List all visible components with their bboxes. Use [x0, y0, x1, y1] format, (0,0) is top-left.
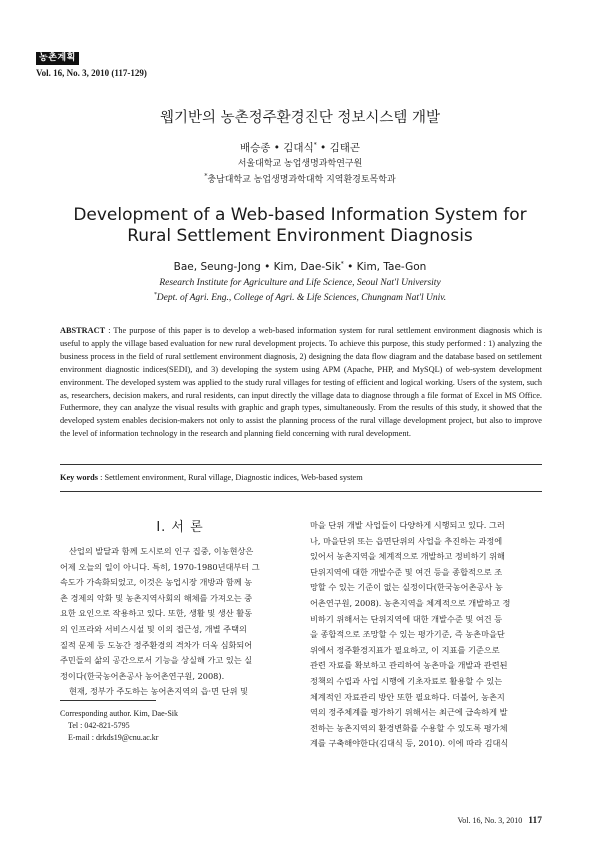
body-text-line: 어촌연구원, 2008). 농촌지역을 체계적으로 개발하고 정	[310, 597, 511, 608]
author-name: 배승종	[239, 142, 271, 154]
author-name: 김대식	[283, 142, 314, 154]
english-title-line: Rural Settlement Environment Diagnosis	[127, 226, 473, 246]
affiliation-mark: *	[204, 173, 208, 180]
telephone: Tel : 042-821-5795	[68, 721, 130, 730]
affiliation-text: Dept. of Agri. Eng., College of Agri. & Life Sciences, Chungnam Nat'l Univ.	[156, 293, 447, 303]
body-text-line: 정책의 수립과 사업 시행에 기초자료로 활용할 수 있는	[310, 675, 503, 686]
journal-logo: 농촌계획	[36, 52, 79, 65]
body-text-line: 현재, 정부가 주도하는 농어촌지역의 읍·면 단위 및	[69, 686, 249, 697]
body-text-line: 어제 오늘의 일이 아니다. 특히, 1970-1980년대부터 그	[60, 561, 260, 572]
keywords-label: Key words	[60, 473, 99, 482]
volume-line: Vol. 16, No. 3, 2010 (117-129)	[36, 68, 147, 78]
page-footer	[420, 816, 542, 826]
body-text-line: 주민들의 삶의 공간으로서 기능을 상실해 가고 있는 실	[60, 655, 253, 666]
footnote-divider	[60, 700, 156, 701]
footnote	[60, 708, 178, 744]
body-text-line: 촌 경제의 악화 및 농촌지역사회의 해체를 가져오는 중	[60, 592, 253, 603]
english-affiliation-2	[0, 293, 600, 303]
korean-authors	[0, 140, 600, 155]
english-affiliation-1: Research Institute for Agriculture and Life Science, Seoul Nat'l University	[159, 278, 441, 288]
body-text-line: 전하는 농촌지역의 환경변화를 수용할 수 있도록 평가체	[310, 722, 508, 733]
abstract	[60, 325, 542, 441]
body-text-line: 의 인프라와 서비스시설 및 이의 접근성, 개별 주택의	[60, 623, 247, 634]
divider	[60, 491, 542, 492]
author-name: Bae, Seung-Jong	[173, 261, 261, 273]
author-mark: *	[313, 141, 317, 149]
body-text-line: 나, 마을단위 또는 읍면단위의 사업을 추진하는 과정에	[310, 535, 503, 546]
body-text-line: 산업의 발달과 함께 도시로의 인구 집중, 이농현상은	[69, 546, 254, 556]
keywords-text: : Settlement environment, Rural village, Diagnostic indices, Web-based system	[98, 473, 363, 482]
footer-volume: Vol. 16, No. 3, 2010	[457, 816, 523, 825]
separator: •	[270, 142, 284, 154]
author-name: Kim, Tae-Gon	[356, 261, 427, 273]
author-mark: *	[340, 260, 344, 268]
affiliation-mark: *	[153, 291, 157, 298]
separator: •	[260, 261, 274, 273]
section-title: I. 서 론	[156, 520, 204, 535]
body-column-left	[60, 544, 296, 700]
english-title	[0, 205, 600, 247]
body-text-line: 역의 정주체계를 평가하기 위해서는 최근에 급속하게 발	[310, 707, 508, 718]
affiliation-text: 충남대학교 농업생명과학대학 지역환경토목학과	[207, 175, 396, 185]
body-text-line: 관련 자료를 확보하고 관리하여 농촌마을 개발과 관련된	[310, 660, 508, 671]
body-text-line: 정이다(한국농어촌공사 농어촌연구원, 2008).	[60, 670, 225, 681]
corresponding-author: Corresponding author. Kim, Dae-Sik	[60, 709, 178, 718]
body-text-line: 비하기 위해서는 단위지역에 대한 개발수준 및 여건 등	[310, 613, 503, 624]
body-text-line: 속도가 가속화되었고, 이것은 농업시장 개방과 함께 농	[60, 577, 253, 588]
divider	[60, 464, 542, 465]
english-title-line: Development of a Web-based Information System for	[73, 205, 527, 225]
korean-affiliation-2	[0, 172, 600, 185]
body-text-line: 요한 요인으로 작용하고 있다. 또한, 생활 및 생산 활동	[60, 608, 253, 619]
body-text-line: 계를 구축해야한다(김대식 등, 2010). 이에 따라 김대식	[310, 738, 509, 749]
body-text-line: 단위지역에 대한 개발수준 및 여건 등을 종합적으로 조	[310, 566, 503, 577]
separator: •	[343, 261, 357, 273]
body-text-line: 있어서 농촌지역을 체계적으로 개발하고 정비하기 위해	[310, 551, 505, 562]
korean-affiliation-1: 서울대학교 농업생명과학연구원	[237, 159, 363, 169]
abstract-text: : The purpose of this paper is to develop a web-based information system for rural settlement environment diagnosis which is useful to apply the village based evaluation for new rural development projects. To achieve this purpose, this study performed : 1) analyzing the business process in the field of rural settlement environment diagnosis, 2) designing the data flow diagram and the database based on settlement environment diagnostic indices(SEDI), and 3) developing the system using APM (Apache, PHP, and MySQL) of web-system development environment. The developed system was applied to the study rural villages for testing of efficient and logical working. Users of the system, such as, researchers, decision makers, and rural residents, can input directly the village data to diagnose through a file format of Excel in MS Office. Futhermore, they can analyze the visual results with graphic and graph types, simultaneously. From the results of this study, it showed that the developed system enables decision-makers not only to assist the planning process of the rural village development project, but also to improve the level of information technology in the research and planning field concerning with rural development.	[60, 326, 542, 439]
body-text-line: 체계적인 자료관리 방안 또한 필요하다. 더불어, 농촌지	[310, 691, 505, 702]
body-text-line: 마을 단위 개발 사업들이 다양하게 시행되고 있다. 그러	[310, 520, 505, 530]
email: E-mail : drkds19@cnu.ac.kr	[68, 733, 159, 742]
body-text-line: 을 종합적으로 조망할 수 있는 평가기준, 즉 농촌마을단	[310, 629, 505, 640]
english-authors	[0, 261, 600, 273]
author-name: Kim, Dae-Sik	[273, 261, 341, 273]
korean-title: 웹기반의 농촌정주환경진단 정보시스템 개발	[160, 110, 440, 126]
body-text-line: 망할 수 있는 기준이 없는 실정이다(한국농어촌공사 농	[310, 582, 503, 593]
body-text-line: 질적 문제 등 도농간 정주환경의 격차가 더욱 심화되어	[60, 639, 253, 650]
separator: •	[316, 142, 330, 154]
body-text-line: 위에서 정주환경지표가 필요하고, 이 지표를 기준으로	[310, 644, 500, 655]
page-number: 117	[528, 816, 542, 826]
keywords	[60, 473, 542, 482]
abstract-label: ABSTRACT	[60, 326, 106, 335]
body-column-right	[310, 518, 544, 752]
author-name: 김태곤	[329, 142, 361, 154]
